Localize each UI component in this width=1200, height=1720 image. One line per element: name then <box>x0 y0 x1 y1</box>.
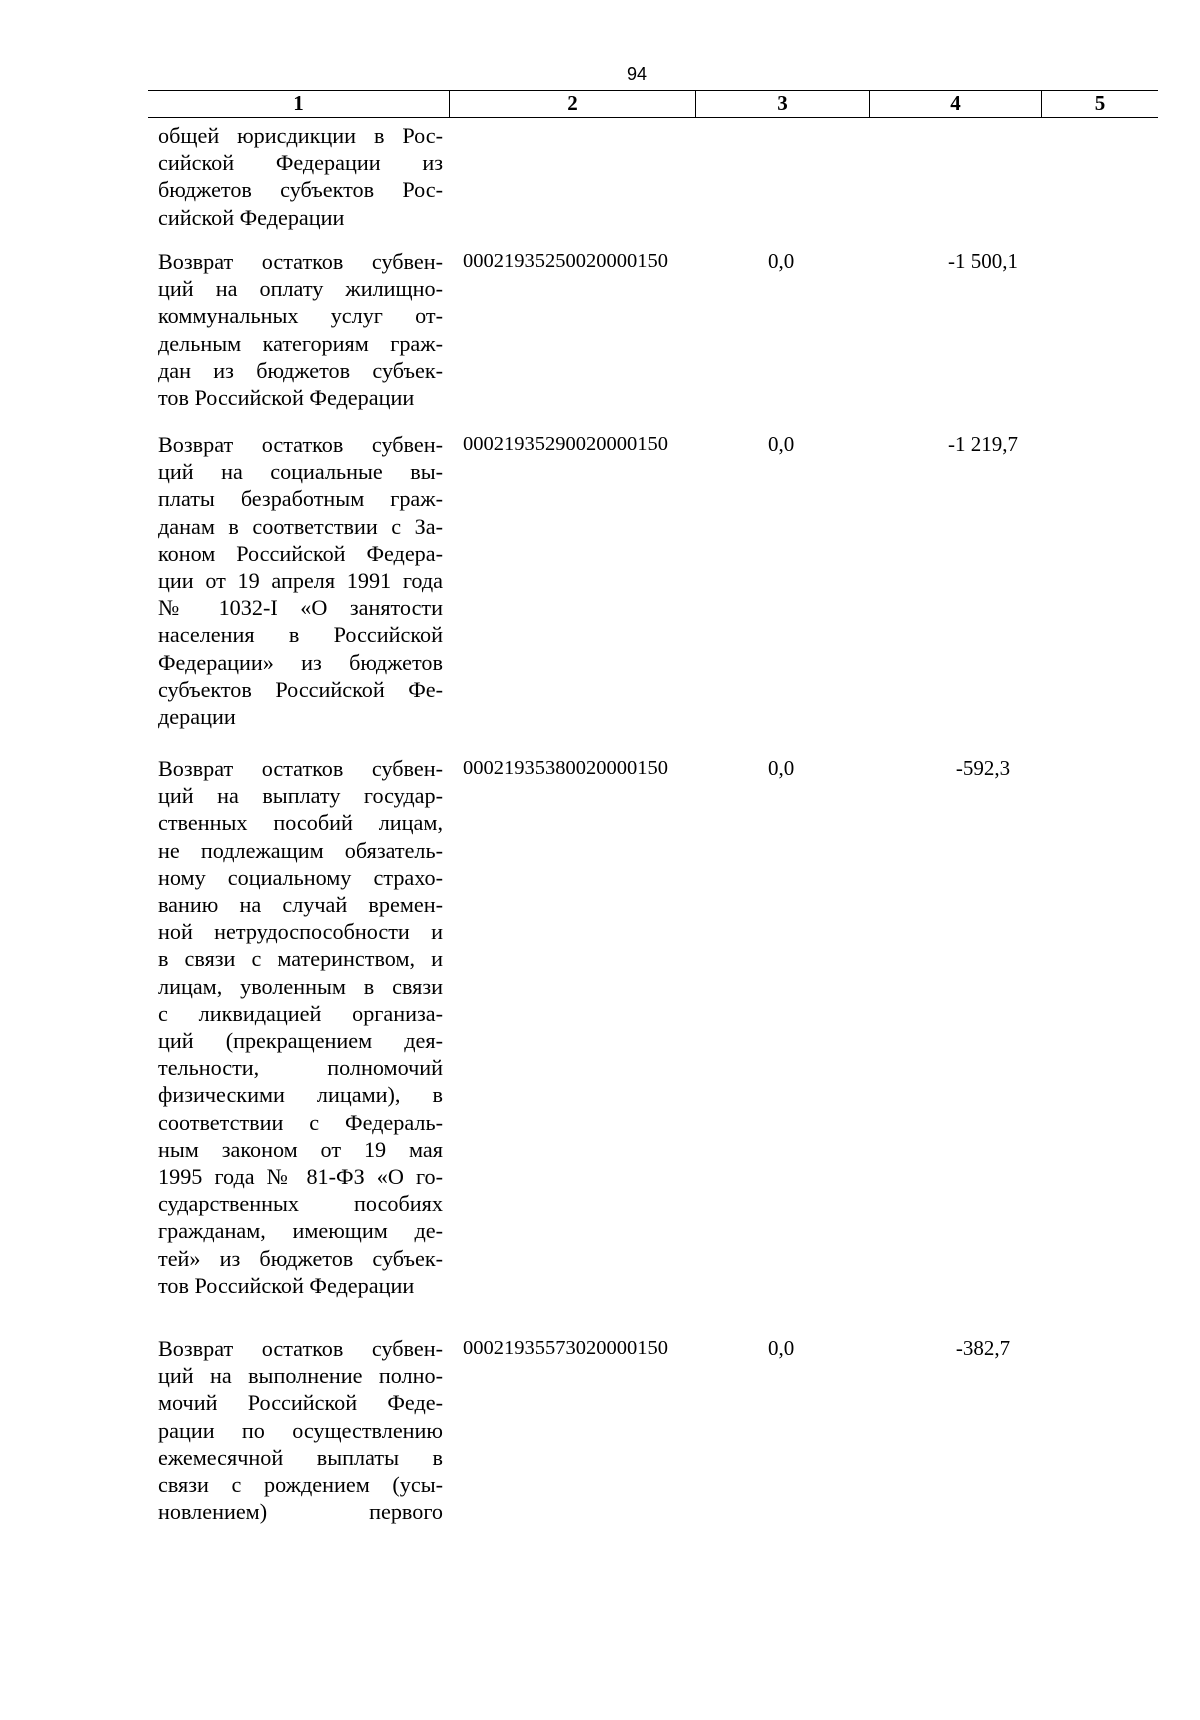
description-line: мочий Российской Феде- <box>158 1390 443 1416</box>
description-line: ций на оплату жилищно- <box>158 276 443 302</box>
row-description <box>158 1335 443 1525</box>
description-line: связи с рождением (усы- <box>158 1472 443 1498</box>
description-line: коном Российской Федера- <box>158 540 443 566</box>
description-line: коммунальных услуг от- <box>158 303 443 329</box>
description-line: платы безработным граж- <box>158 486 443 512</box>
description-line: субъектов Российской Фе- <box>158 676 443 702</box>
description-line: ций на выполнение полно- <box>158 1363 443 1389</box>
row-col4-value: -592,3 <box>955 756 1011 780</box>
description-line: ственных пособий лицам, <box>158 810 443 836</box>
description-line: Возврат остатков субвен- <box>158 432 443 457</box>
description-line: тов Российской Федерации <box>158 1272 415 1298</box>
header-col-1: 1 <box>148 91 450 117</box>
description-line: не подлежащим обязатель- <box>158 837 443 863</box>
description-line: сийской Федерации из <box>158 150 443 176</box>
description-line: населения в Российской <box>158 622 443 648</box>
row-code: 00021935380020000150 <box>463 757 668 779</box>
description-line: бюджетов субъектов Рос- <box>158 177 443 203</box>
page-number: 94 <box>626 64 648 84</box>
header-col-3: 3 <box>696 91 870 117</box>
description-line: сударственных пособиях <box>158 1191 443 1217</box>
description-line: ной нетрудоспособности и <box>158 919 443 945</box>
description-line: новлением) первого <box>158 1499 443 1525</box>
description-line: Федерации» из бюджетов <box>158 649 443 675</box>
description-line: Возврат остатков субвен- <box>158 1336 443 1361</box>
description-line: тельности, полномочий <box>158 1055 443 1081</box>
description-line: Возврат остатков субвен- <box>158 249 443 274</box>
description-line: ций (прекращением дея- <box>158 1028 443 1054</box>
row-code: 00021935290020000150 <box>463 433 668 455</box>
header-col-2: 2 <box>450 91 696 117</box>
description-line: ежемесячной выплаты в <box>158 1444 443 1470</box>
description-line: тов Российской Федерации <box>158 385 415 411</box>
row-col3-value: 0,0 <box>768 1336 795 1360</box>
row-code: 00021935573020000150 <box>463 1337 668 1359</box>
row-col4-value: -1 500,1 <box>948 249 1018 273</box>
description-line: ций на выплату государ- <box>158 783 443 809</box>
row-description <box>158 248 443 411</box>
description-line: лицам, уволенным в связи <box>158 973 443 999</box>
description-line: ции от 19 апреля 1991 года <box>158 568 443 594</box>
header-col-5: 5 <box>1094 91 1106 115</box>
header-col-4: 4 <box>870 91 1042 117</box>
description-line: гражданам, имеющим де- <box>158 1218 443 1244</box>
description-line: дерации <box>158 704 236 730</box>
description-line: ному социальному страхо- <box>158 864 443 890</box>
row-col3-value: 0,0 <box>768 432 795 456</box>
description-line: общей юрисдикции в Рос- <box>158 123 443 148</box>
description-line: ций на социальные вы- <box>158 459 443 485</box>
row-col3-value: 0,0 <box>768 756 795 780</box>
description-line: № 1032-I «О занятости <box>158 595 443 621</box>
row-col3-value: 0,0 <box>768 249 795 273</box>
description-line: физическими лицами), в <box>158 1082 443 1108</box>
description-line: ванию на случай времен- <box>158 892 443 918</box>
row-description <box>158 431 443 730</box>
row-col4-value: -1 219,7 <box>948 432 1018 456</box>
description-line: соответствии с Федераль- <box>158 1109 443 1135</box>
description-line: дельным категориям граж- <box>158 330 443 356</box>
row-description <box>158 755 443 1299</box>
description-line: рации по осуществлению <box>158 1417 443 1443</box>
description-line: дан из бюджетов субъек- <box>158 357 443 383</box>
description-line: с ликвидацией организа- <box>158 1000 443 1026</box>
description-line: данам в соответствии с За- <box>158 513 443 539</box>
description-line: Возврат остатков субвен- <box>158 756 443 781</box>
table-header <box>148 90 1158 118</box>
row-code: 00021935250020000150 <box>463 250 668 272</box>
description-line: сийской Федерации <box>158 204 345 230</box>
description-line: тей» из бюджетов субъек- <box>158 1245 443 1271</box>
description-line: в связи с материнством, и <box>158 946 443 972</box>
description-line: 1995 года № 81-ФЗ «О го- <box>158 1164 443 1190</box>
row-description <box>158 122 443 231</box>
description-line: ным законом от 19 мая <box>158 1136 443 1162</box>
row-col4-value: -382,7 <box>955 1336 1011 1360</box>
